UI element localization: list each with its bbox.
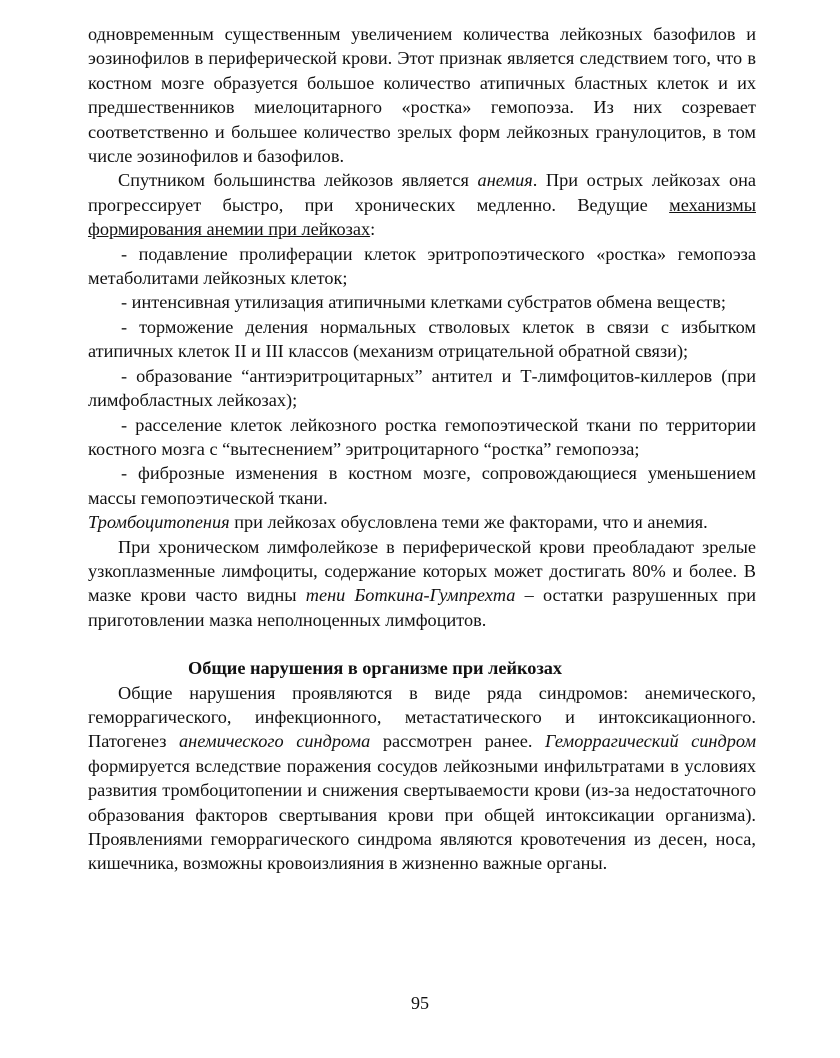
- text-run: Общие нарушения проявляются в виде ряда синдромов: анемического, геморрагического, инфекционного, метастатического и интоксикационного. Патогенез: [88, 682, 756, 752]
- list-item: - торможение деления нормальных стволовых клеток в связи с избытком атипичных клеток II и III классов (механизм отрицательной обратной связи);: [88, 316, 756, 362]
- term-thrombocytopenia: Тромбоцитопения: [88, 512, 230, 533]
- text-run: При хроническом лимфолейкозе в периферической крови преобладают зрелые узкоплазменные лимфоциты, содержание которых может достигать 80% и более. В мазке крови часто видны: [88, 536, 756, 606]
- page-number: 95: [411, 993, 429, 1013]
- term-hemorrhagic-syndrome: Геморрагический синдром: [545, 731, 756, 752]
- list-item: - образование “антиэритроцитарных” антител и Т-лимфоцитов-киллеров (при лимфобластных лейкозах);: [88, 365, 756, 411]
- paragraph-basophils: одновременным существенным увеличением количества лейкозных базофилов и эозинофилов в периферической крови. Этот признак является следствием того, что в костном мозге образуется большое количество атипичных бластных клеток и их предшественников миелоцитарного «ростка» гемопоэза. Из них созревает соответственно и большее количество зрелых форм лейкозных гранулоцитов, в том числе эозинофилов и базофилов.: [88, 24, 756, 167]
- list-item: - расселение клеток лейкозного ростка гемопоэтической ткани по территории костного мозга с “вытеснением” эритроцитарного “ростка” гемопоэза;: [88, 414, 756, 459]
- list-item: - фиброзные изменения в костном мозге, сопровождающиеся уменьшением массы гемопоэтической ткани.: [88, 463, 756, 508]
- list-item: - интенсивная утилизация атипичными клетками субстратов обмена веществ;: [121, 292, 726, 313]
- paragraph-thrombocytopenia: [88, 510, 756, 534]
- text-run: . При острых лейкозах она прогрессирует быстро, при хронических медленно. Ведущие: [88, 170, 756, 215]
- underlined-mechanisms: механизмы формирования анемии при лейкозах: [88, 194, 756, 240]
- text-run: Спутником большинства лейкозов является: [118, 170, 478, 191]
- term-botkin-gumprecht: тени Боткина-Гумпрехта: [305, 585, 516, 606]
- paragraph-lympholeukemia: [88, 535, 756, 633]
- list-item: - подавление пролиферации клеток эритропоэтического «ростка» гемопоэза метаболитами лейкозных клеток;: [88, 243, 756, 289]
- text-run: формируется вследствие поражения сосудов лейкозными инфильтратами в условиях развития тромбоцитопении и снижения свертываемости крови (из-за недостаточного образования факторов свертывания крови при общей интоксикации организма). Проявлениями геморрагического синдрома являются кровотечения из десен, носа, кишечника, возможны кровоизлияния в жизненно важные органы.: [88, 755, 756, 874]
- term-anemic-syndrome: анемического синдрома: [179, 731, 371, 752]
- term-anemia: анемия: [477, 170, 533, 191]
- text-run: рассмотрен ранее.: [370, 731, 546, 752]
- paragraph-anemia: [88, 168, 756, 241]
- text-run: – остатки разрушенных при приготовлении мазка неполноценных лимфоцитов.: [88, 585, 756, 630]
- document-page: [88, 22, 756, 876]
- text-run: :: [370, 219, 376, 240]
- paragraph-general-disorders: [88, 681, 756, 876]
- text-run: при лейкозах обусловлена теми же факторами, что и анемия.: [229, 512, 708, 533]
- section-heading: Общие нарушения в организме при лейкозах: [188, 658, 563, 679]
